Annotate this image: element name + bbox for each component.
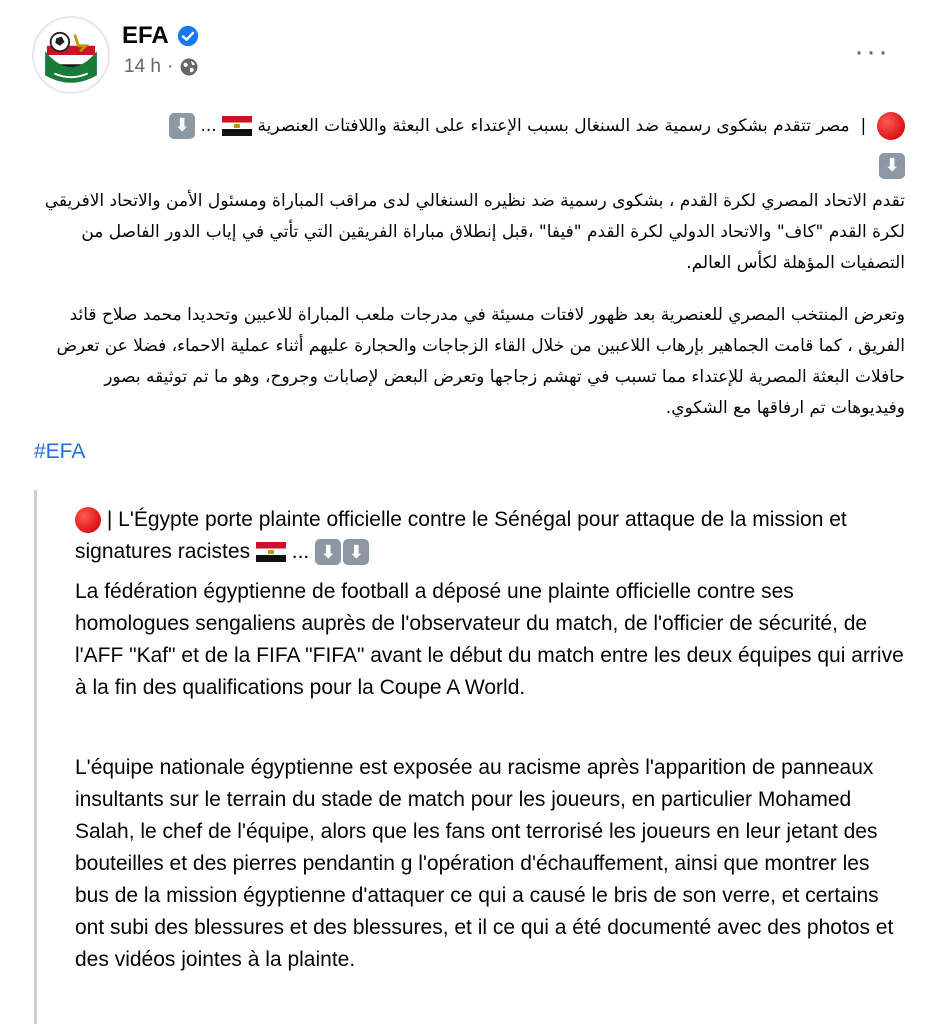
- translation-title-text: L'Égypte porte plainte officielle contre le Sénégal pour attaque de la mission et signatures racistes: [75, 508, 847, 563]
- arabic-title-ellipsis: ...: [200, 116, 217, 136]
- egypt-flag-icon: [222, 116, 252, 136]
- down-arrow-icon: ⬇: [879, 153, 905, 179]
- egypt-flag-icon: [256, 542, 286, 562]
- down-arrow-icon: ⬇: [315, 539, 341, 565]
- down-arrow-icon: ⬇: [169, 113, 195, 139]
- translation-title: [75, 504, 905, 568]
- meta-separator: ·: [166, 56, 174, 77]
- down-arrow-icon: ⬇: [343, 539, 369, 565]
- arabic-paragraph-1: تقدم الاتحاد المصري لكرة القدم ، بشكوى رسمية ضد نظيره السنغالي لدى مراقب المباراة ومسئول الأمن والاتحاد الافريقي لكرة القدم "كاف" والاتحاد الدولي لكرة القدم "فيفا" ،قبل إنطلاق مباراة الفريقين التي تأتي في إياب الدور الفاصل من التصفيات المؤهلة لكأس العالم.: [44, 191, 905, 273]
- page-name[interactable]: EFA: [122, 22, 169, 49]
- arabic-title-text: مصر تتقدم بشكوى رسمية ضد السنغال بسبب الإعتداء على البعثة واللافتات العنصرية: [257, 116, 850, 136]
- efa-logo-icon: [34, 18, 108, 92]
- translation-block: [34, 490, 914, 1024]
- translation-paragraph-1: La fédération égyptienne de football a déposé une plainte officielle contre ses homologues sengaliens auprès de l'observateur du match, de l'officier de sécurité, de l'AFF "Kaf" et de la FIFA "FIFA" avant le début du match entre les deux équipes qui arrive à la fin des qualifications pour la Coupe A World.: [75, 580, 904, 699]
- arabic-title: | مصر تتقدم بشكوى رسمية ضد السنغال بسبب الإعتداء على البعثة واللافتات العنصرية ... ⬇ ⬇: [30, 106, 905, 186]
- page-avatar[interactable]: [32, 16, 110, 94]
- verified-badge-icon: [177, 25, 199, 47]
- post-meta: [124, 56, 199, 78]
- page-name-row: [122, 22, 199, 50]
- post-header: [32, 14, 912, 86]
- red-circle-icon: [877, 112, 905, 140]
- post-timestamp[interactable]: 14 h: [124, 56, 161, 77]
- hashtag-link[interactable]: #EFA: [34, 440, 86, 463]
- translation-paragraph-2: L'équipe nationale égyptienne est exposée au racisme après l'apparition de panneaux insultants sur le terrain du stade de match pour les joueurs, en particulier Mohamed Salah, le chef de l'équipe, alors que les fans ont terrorisé les joueurs en leur jetant des bouteilles et des pierres pendantin g l'opération d'échauffement, ainsi que montrer les bus de la mission égyptienne d'attaquer ce qui a causé le bris de son verre, et certains ont subi des blessures et des blessures, et il ce qui a été documenté avec des photos et des vidéos jointes à la plainte.: [75, 756, 894, 971]
- arabic-paragraph-2: وتعرض المنتخب المصري للعنصرية بعد ظهور لافتات مسيئة في مدرجات ملعب المباراة للاعبين وتحديدا محمد صلاح قائد الفريق ، كما قامت الجماهير بإرهاب اللاعبين من خلال القاء الزجاجات والحجارة عليهم أثناء عملية الاحماء، فضلا عن تعرض حافلات البعثة المصرية للإعتداء مما تسبب في تهشم زجاجها وتعرض البعض لإصابات وجروح، وهو ما تم توثيقه بصور وفيديوهات تم ارفاقها مع الشكوي.: [56, 305, 905, 418]
- more-options-button[interactable]: ···: [854, 35, 890, 68]
- translation-title-ellipsis: ...: [291, 540, 310, 563]
- globe-icon[interactable]: [179, 57, 199, 77]
- title-separator: |: [106, 508, 113, 531]
- red-circle-icon: [75, 507, 101, 533]
